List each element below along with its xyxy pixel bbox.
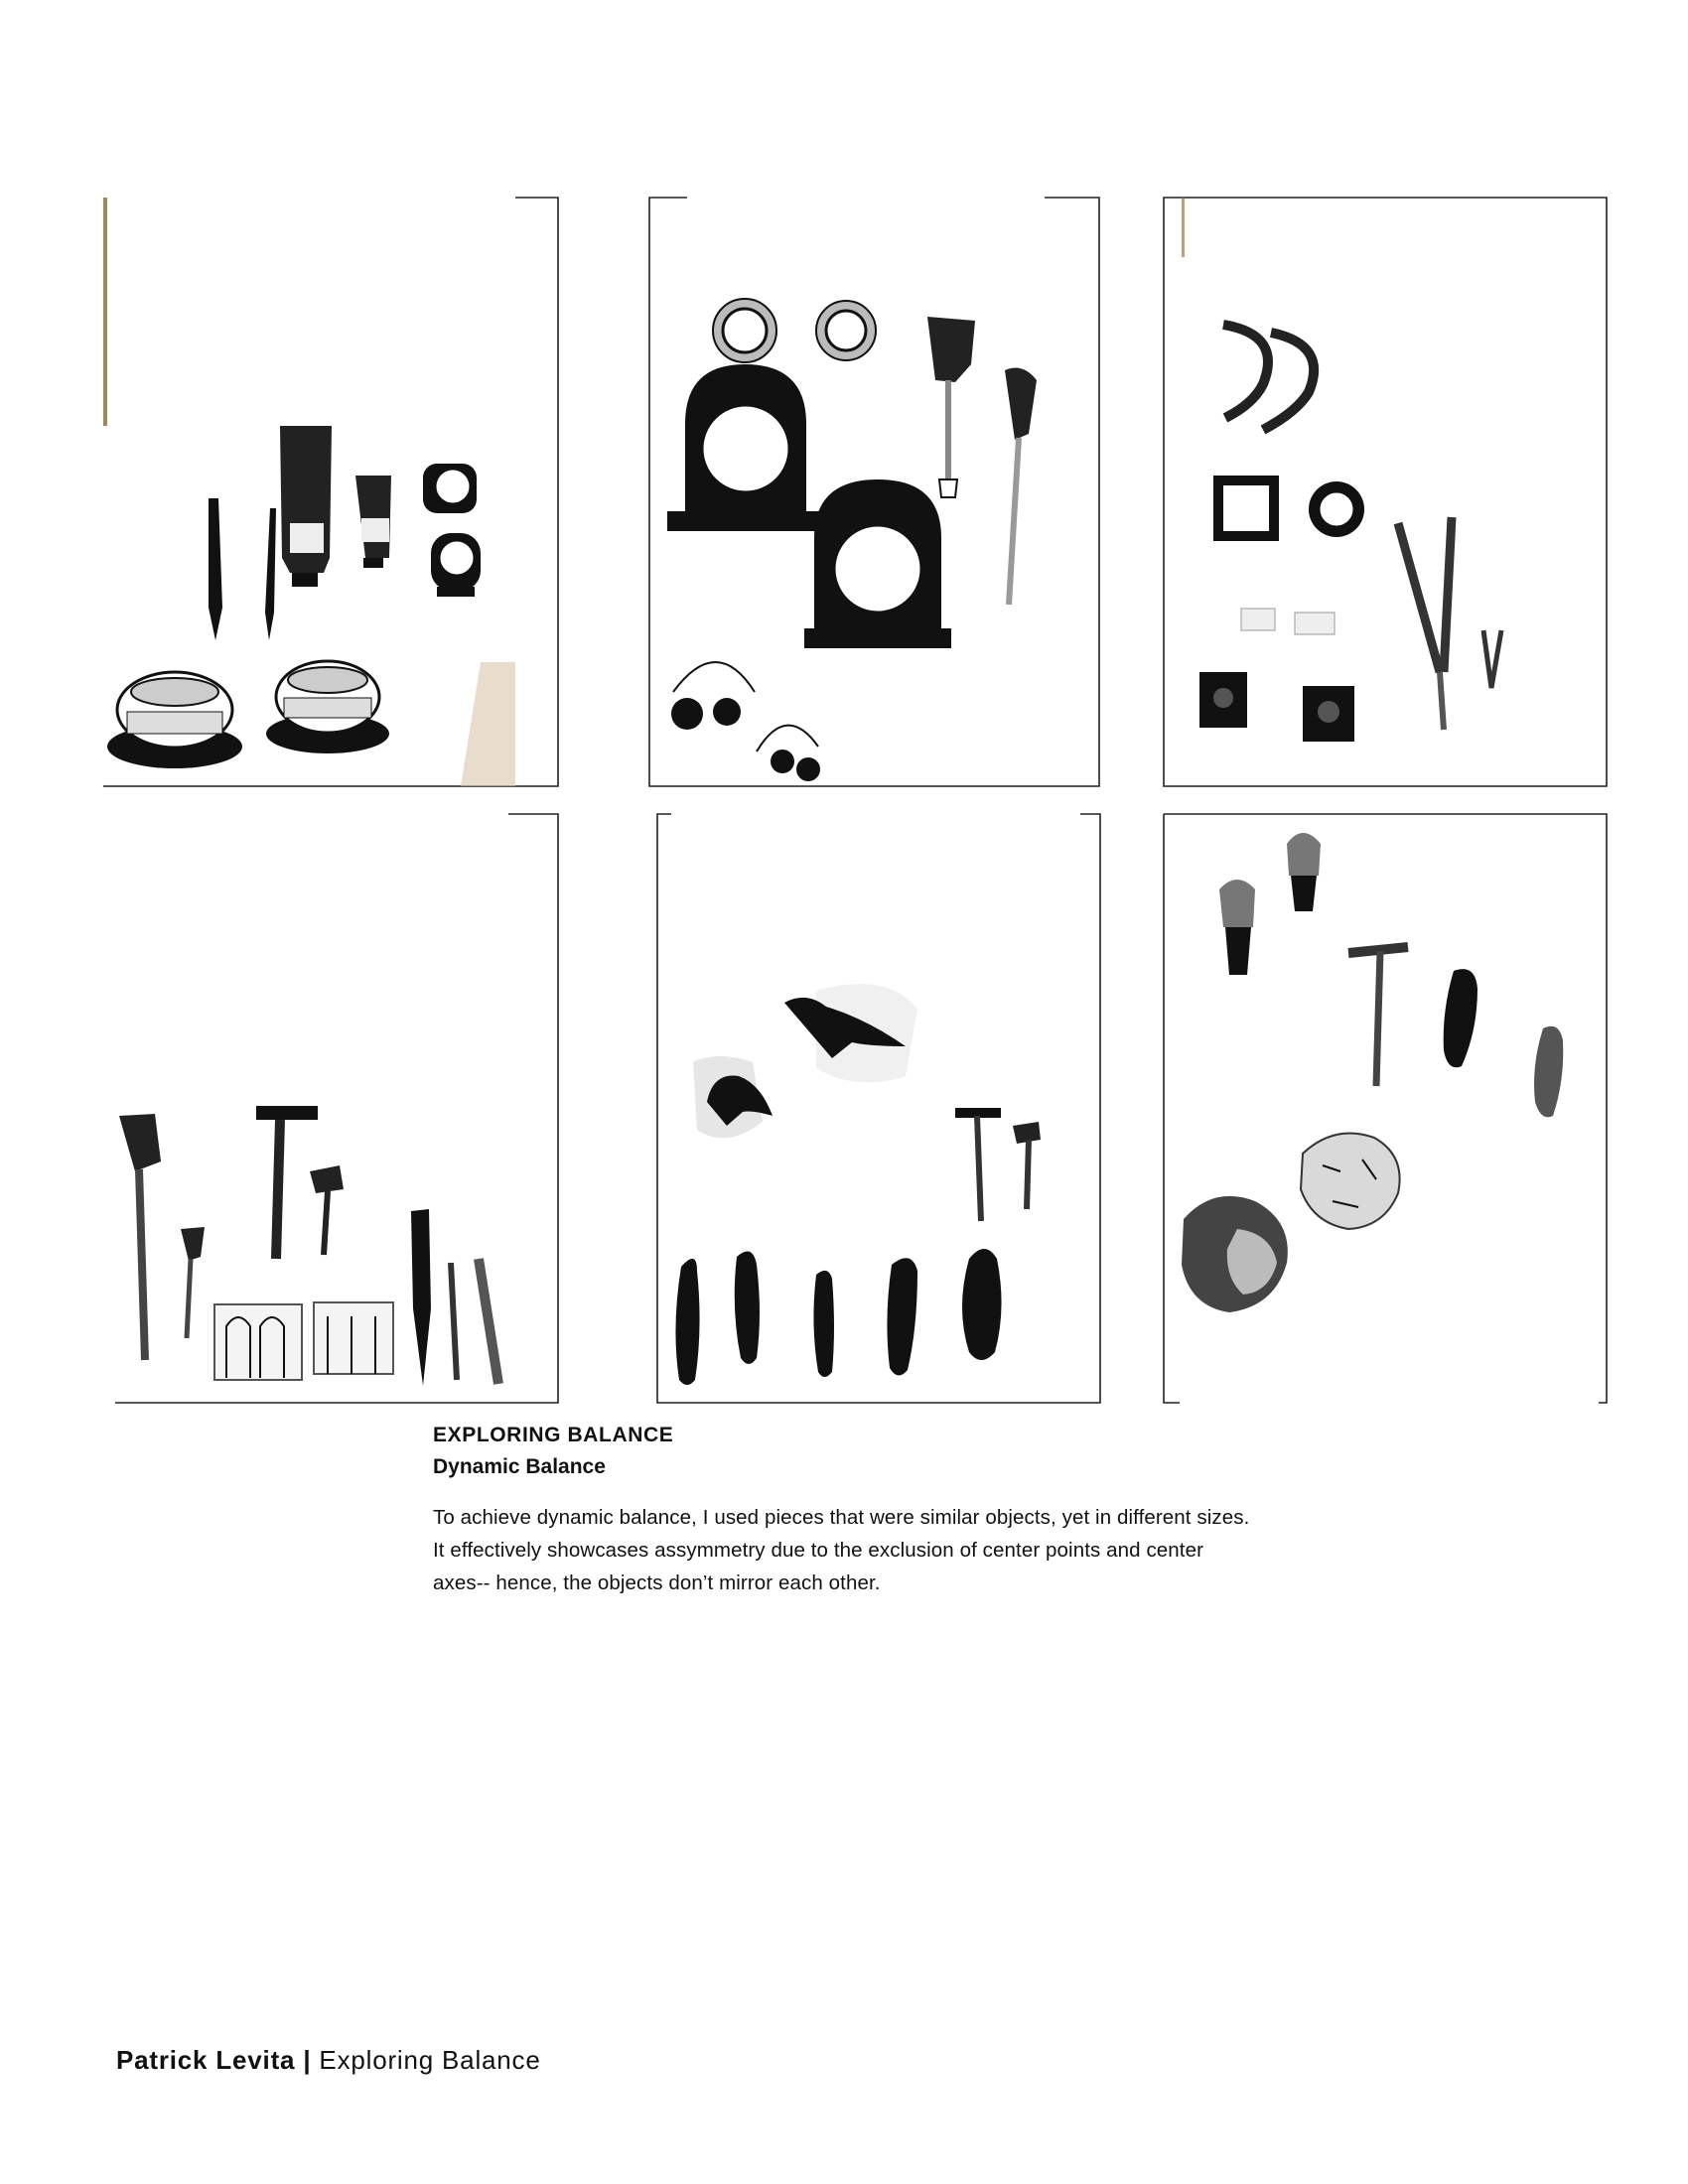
hammer-icon [1348, 947, 1408, 1086]
collage-panel-2-art [647, 196, 1102, 786]
collage-panel-6-art [1164, 812, 1609, 1403]
shovel-icon [119, 1114, 205, 1360]
headphones-icon [671, 662, 820, 781]
crow-icon [693, 984, 917, 1138]
footer-author: Patrick Levita [116, 2045, 296, 2075]
caption-subheading: Dynamic Balance [433, 1455, 606, 1478]
collage-panel-4-art [115, 812, 560, 1403]
mantel-clock-icon [667, 364, 951, 648]
box-camera-icon [1199, 672, 1354, 742]
caption-heading: EXPLORING BALANCE [433, 1424, 674, 1446]
lion-head-icon [1182, 1196, 1288, 1312]
caption-body-line: axes-- hence, the objects don’t mirror each other. [433, 1571, 881, 1594]
caption-block [433, 1424, 1346, 1599]
gauge-icon [713, 299, 876, 362]
collage-panel-5-art [657, 812, 1102, 1403]
sickle-icon [1223, 325, 1314, 430]
caption-body-line: It effectively showcases assymmetry due to the exclusion of center points and center [433, 1539, 1204, 1562]
shaving-brush-icon [1219, 833, 1321, 975]
hammer-icon [256, 1106, 318, 1259]
axe-icon [310, 1165, 344, 1255]
collage-panel-3-art [1164, 196, 1609, 786]
collage-panel-5 [657, 812, 1102, 1403]
footer-title: Exploring Balance [319, 2045, 541, 2075]
axe-icon [1013, 1122, 1041, 1209]
collage-panel-1 [103, 196, 560, 786]
compass-dial-icon [107, 661, 389, 768]
page-footer [116, 2045, 541, 2076]
fish-icon [1444, 969, 1564, 1117]
caption-body [433, 1501, 1346, 1599]
hammer-icon [955, 1108, 1001, 1221]
fish-icon [675, 1249, 1001, 1385]
square-clock-icon [1213, 476, 1364, 541]
arch-columns-icon [214, 1302, 393, 1380]
shovel-icon [927, 317, 1037, 605]
collage-panel-4 [115, 812, 560, 1403]
fountain-pen-icon [411, 1209, 498, 1386]
alarm-clock-icon [423, 464, 481, 597]
paint-tube-icon [280, 426, 391, 587]
footer-separator: | [295, 2045, 320, 2075]
caption-body-line: To achieve dynamic balance, I used pieces that were similar objects, yet in different sizes. [433, 1506, 1250, 1529]
collage-panel-3 [1164, 196, 1609, 786]
tiger-head-icon [1301, 1134, 1400, 1229]
pen-nib-icon [209, 498, 276, 640]
shears-icon [1398, 517, 1501, 730]
collage-panel-6 [1164, 812, 1609, 1403]
collage-panel-2 [647, 196, 1102, 786]
collage-panel-1-art [103, 196, 560, 786]
